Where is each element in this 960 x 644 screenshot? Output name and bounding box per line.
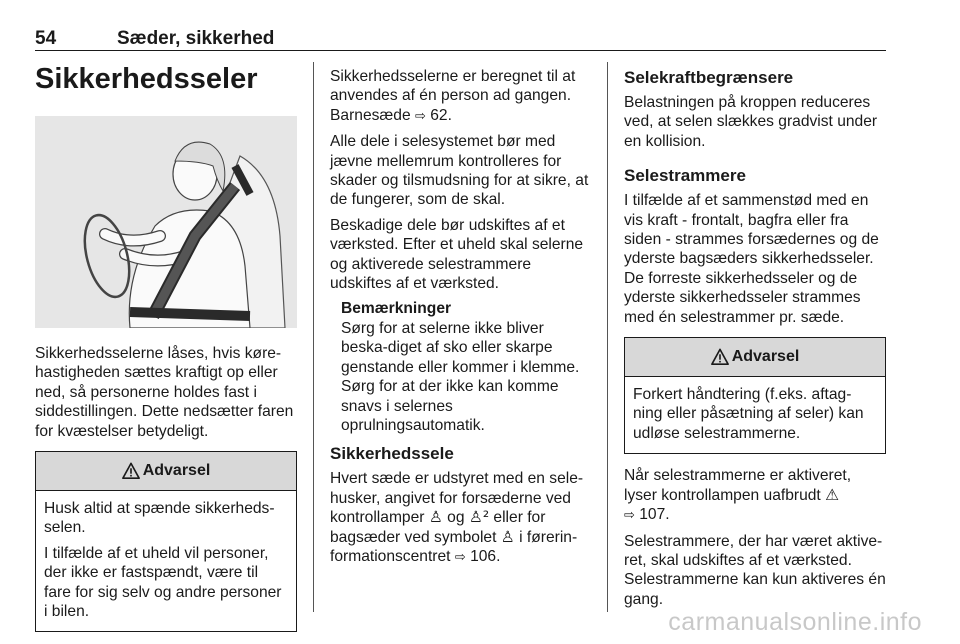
column-divider-2 xyxy=(607,62,608,612)
note-block xyxy=(330,299,592,435)
paragraph xyxy=(330,67,592,126)
subheading: Selekraftbegrænsere xyxy=(624,68,794,87)
seatbelt-icon: ♙ xyxy=(500,527,515,546)
seatbelt-2-icon: ♙² xyxy=(468,508,490,527)
airbag-warning-icon: ⚠ xyxy=(825,485,840,504)
seatbelt-icon: ♙ xyxy=(428,508,443,527)
paragraph-text: i førerin-formationscentret xyxy=(330,528,578,565)
note-title: Bemærkninger xyxy=(341,300,452,318)
paragraph xyxy=(624,466,886,525)
warning-body xyxy=(36,491,296,631)
paragraph: Beskadige dele bør udskiftes af et værksted. Efter et uheld skal selerne og aktiverede selestrammere udskiftes af et værksted. xyxy=(330,216,584,293)
note-text: Sørg for at selerne ikke bliver beska-diget af sko eller skarpe genstande eller kommer i klemme. Sørg for at der ikke kan komme snavs i selernes oprulningsautomatik. xyxy=(341,319,580,434)
warning-title: Advarsel xyxy=(731,348,800,366)
warning-box xyxy=(35,451,297,632)
paragraph: Sikkerhedsselerne låses, hvis køre-hastigheden sættes kraftigt op eller ned, så personerne holdes fast i siddestillingen. Dette nedsætter faren for kvæstelser betydeligt. xyxy=(35,345,294,440)
warning-triangle-icon xyxy=(122,462,140,480)
warning-title: Advarsel xyxy=(142,462,211,480)
column-1 xyxy=(35,62,297,644)
paragraph-text: Sikkerhedsselerne er beregnet til at anvendes af én person ad gangen. Barnesæde xyxy=(330,68,576,124)
paragraph-text: og xyxy=(447,509,465,527)
paragraph: Selestrammere, der har været aktive-ret, skal udskiftes af et værksted. Selestrammerne kan kun aktiveres én gang. xyxy=(624,532,886,608)
warning-header xyxy=(625,338,885,377)
warning-triangle-icon xyxy=(711,348,729,366)
subheading: Selestrammere xyxy=(624,166,746,186)
driver-seatbelt-image xyxy=(35,116,297,328)
page-reference[interactable]: 106. xyxy=(470,547,501,565)
warning-text: I tilfælde af et uheld vil personer, der ikke er fastspændt, være til fare for sig selv og andre personer i bilen. xyxy=(44,544,282,621)
warning-text: Forkert håndtering (f.eks. aftag-ning eller påsætning af seler) kan udløse selestrammerne. xyxy=(633,386,864,442)
paragraph-text: eller for bagsæder ved symbolet xyxy=(330,509,546,546)
column-divider-1 xyxy=(313,62,314,612)
paragraph: Alle dele i selesystemet bør med jævne mellemrum kontrolleres for skader og tilsmudsning for at sikre, at de fungerer, som de skal. xyxy=(330,133,589,209)
warning-header xyxy=(36,452,296,491)
page-header xyxy=(35,26,886,51)
seatbelt-illustration xyxy=(35,116,297,328)
xref-arrow-icon: ⇨ xyxy=(454,549,466,565)
watermark: carmanualsonline.info xyxy=(668,608,922,636)
paragraph xyxy=(330,469,592,567)
warning-body xyxy=(625,377,885,453)
xref-arrow-icon: ⇨ xyxy=(414,108,426,124)
xref-arrow-icon: ⇨ xyxy=(624,508,635,524)
paragraph: Belastningen på kroppen reduceres ved, at selen slækkes gradvist under en kollision. xyxy=(624,94,878,150)
warning-text: Husk altid at spænde sikkerheds-selen. xyxy=(44,500,275,537)
page-reference[interactable]: 107. xyxy=(639,506,670,524)
page-reference[interactable]: 62. xyxy=(430,106,452,124)
page-heading: Sikkerhedsseler xyxy=(35,63,258,95)
column-2 xyxy=(330,67,592,573)
paragraph-text: Når selestrammerne er aktiveret, lyser kontrollampen uafbrudt xyxy=(624,467,852,504)
paragraph-text: Hvert sæde er udstyret med en sele-husker, angivet for forsæderne ved kontrollamper xyxy=(330,470,584,527)
page-number: 54 xyxy=(35,28,57,49)
subheading: Sikkerhedssele xyxy=(330,444,454,464)
column-3 xyxy=(624,67,886,615)
warning-box xyxy=(624,337,886,454)
paragraph: I tilfælde af et sammenstød med en vis kraft - frontalt, bagfra eller fra siden - strammes forsædernes og de yderste bagsæders sikkerhedsseler. De forreste sikkerhedsseler og de yderste sikkerhedsseler strammes med én selestrammer pr. sæde. xyxy=(624,192,879,326)
section-title: Sæder, sikkerhed xyxy=(117,28,275,49)
